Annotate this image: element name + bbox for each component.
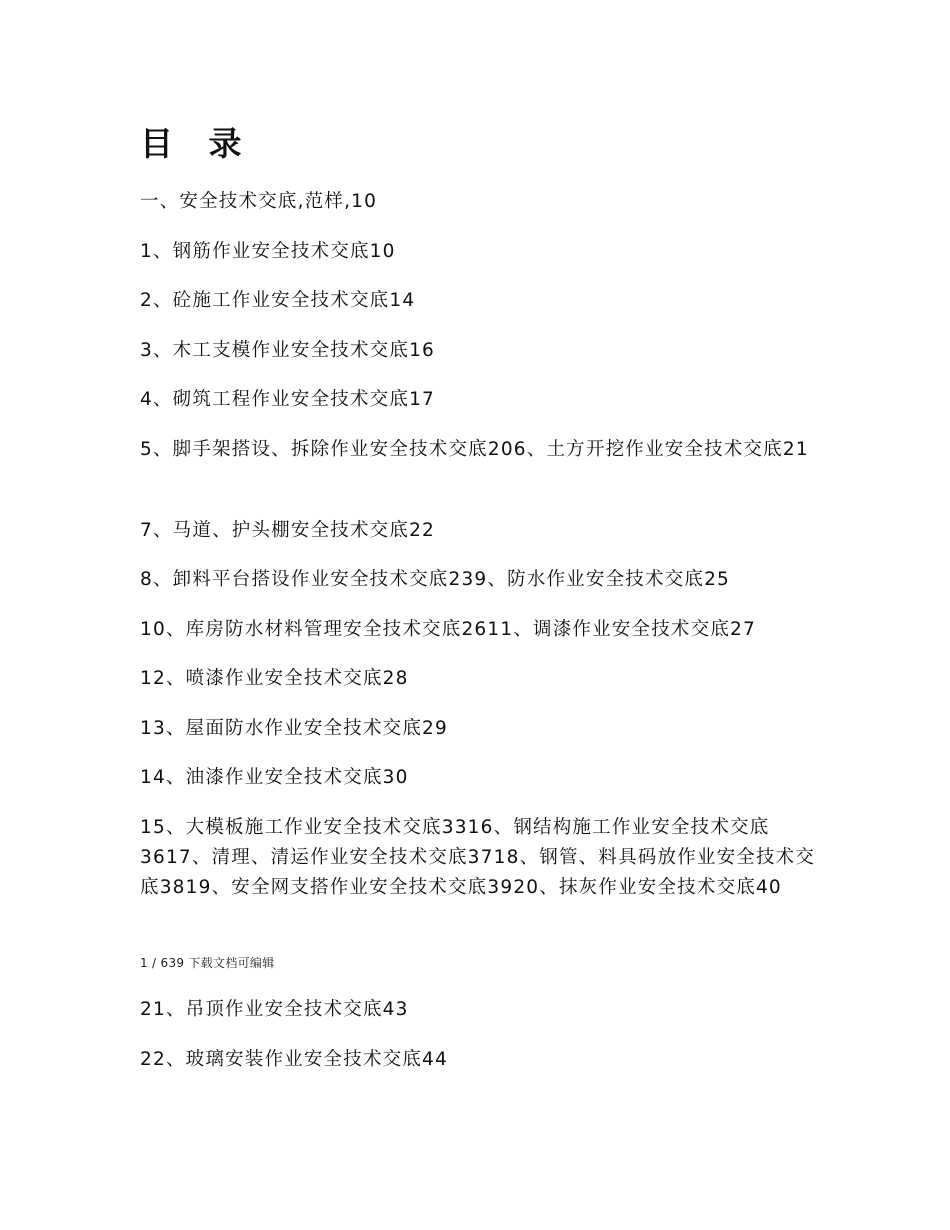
toc-entry-5: 5、脚手架搭设、拆除作业安全技术交底206、土方开挖作业安全技术交底21 (140, 439, 809, 460)
toc-entry-9: 12、喷漆作业安全技术交底28 (140, 668, 409, 689)
toc-entry-10: 13、屋面防水作业安全技术交底29 (140, 718, 448, 739)
toc-entry-2: 2、砼施工作业安全技术交底14 (140, 290, 416, 311)
page-title: 目 录 (140, 124, 254, 163)
toc-entry-14: 22、玻璃安装作业安全技术交底44 (140, 1049, 448, 1070)
toc-entry-13: 21、吊顶作业安全技术交底43 (140, 999, 409, 1020)
toc-entry-8: 10、库房防水材料管理安全技术交底2611、调漆作业安全技术交底27 (140, 619, 756, 640)
toc-entry-1: 1、钢筋作业安全技术交底10 (140, 241, 396, 262)
toc-entry-6: 7、马道、护头棚安全技术交底22 (140, 520, 436, 541)
toc-entry-4: 4、砌筑工程作业安全技术交底17 (140, 389, 436, 410)
toc-entry-7: 8、卸料平台搭设作业安全技术交底239、防水作业安全技术交底25 (140, 569, 731, 590)
page-footer: 1 / 639 下载文档可编辑 (140, 956, 275, 970)
toc-entry-12: 15、大模板施工作业安全技术交底3316、钢结构施工作业安全技术交底3617、清理、清运作业安全技术交底3718、钢管、料具码放作业安全技术交底3819、安全网支搭作业安全技术交底3920、抹灰作业安全技术交底40 (140, 817, 816, 898)
toc-entry-11: 14、油漆作业安全技术交底30 (140, 767, 409, 788)
toc-entry-3: 3、木工支模作业安全技术交底16 (140, 340, 436, 361)
toc-entry-0: 一、安全技术交底,范样,10 (140, 191, 378, 212)
